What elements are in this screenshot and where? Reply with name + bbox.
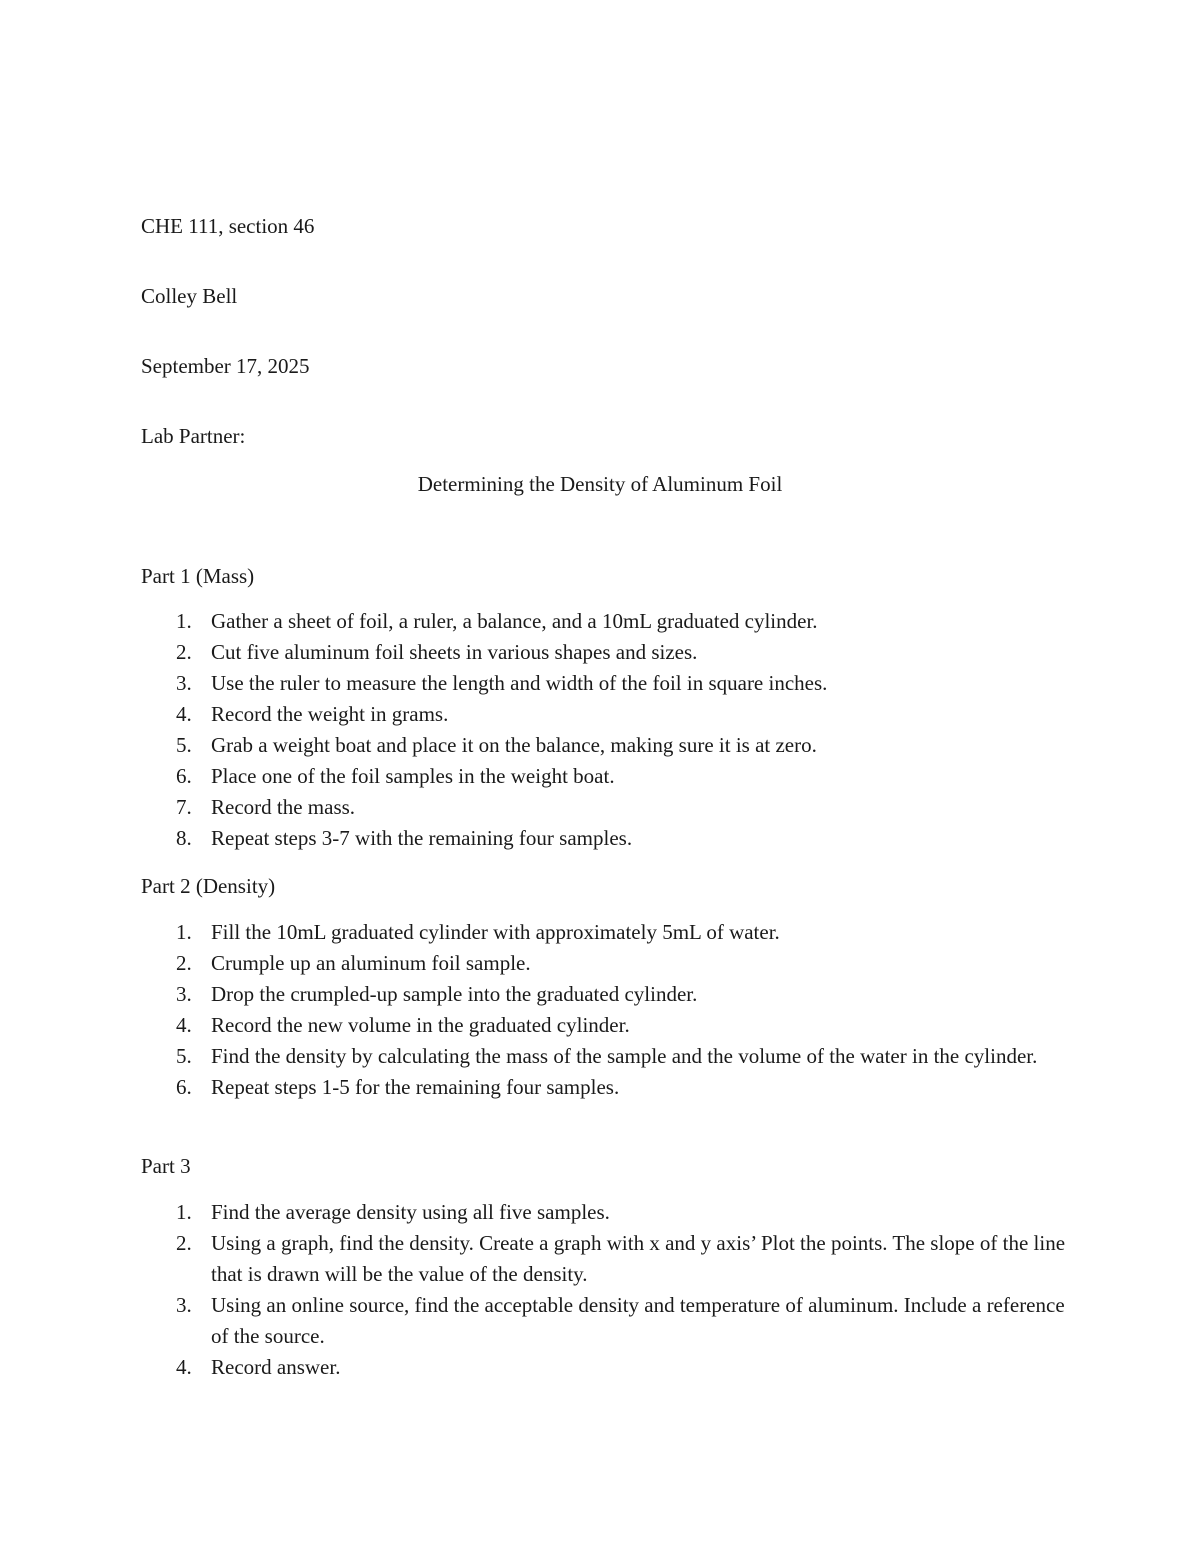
list-item <box>0 823 1200 854</box>
list-item <box>0 1290 1200 1352</box>
step-number: 6. <box>176 1075 192 1099</box>
step-text: Find the density by calculating the mass of the sample and the volume of the water in the cylinder. <box>211 1044 1038 1068</box>
step-text: Gather a sheet of foil, a ruler, a balance, and a 10mL graduated cylinder. <box>211 609 818 633</box>
list-item <box>0 1041 1200 1072</box>
part2-steps <box>0 917 1200 1103</box>
list-item <box>0 792 1200 823</box>
list-item <box>0 948 1200 979</box>
part3-heading: Part 3 <box>141 1154 191 1178</box>
list-item <box>0 1228 1200 1290</box>
step-number: 3. <box>176 671 192 695</box>
date-line: September 17, 2025 <box>141 354 310 378</box>
step-text: Using a graph, find the density. Create a graph with x and y axis’ Plot the points. The slope of the line that is drawn will be the value of the density. <box>211 1231 1066 1286</box>
step-number: 2. <box>176 951 192 975</box>
step-text: Cut five aluminum foil sheets in various shapes and sizes. <box>211 640 698 664</box>
step-number: 4. <box>176 702 192 726</box>
step-text: Record the new volume in the graduated cylinder. <box>211 1013 630 1037</box>
step-number: 2. <box>176 1231 192 1255</box>
part1-heading: Part 1 (Mass) <box>141 564 255 588</box>
course-line: CHE 111, section 46 <box>141 214 315 238</box>
step-text: Record the weight in grams. <box>211 702 449 726</box>
step-number: 1. <box>176 920 192 944</box>
document-title: Determining the Density of Aluminum Foil <box>417 472 783 496</box>
list-item <box>0 699 1200 730</box>
list-item <box>0 761 1200 792</box>
list-item <box>0 979 1200 1010</box>
part3-steps <box>0 1197 1200 1383</box>
step-text: Place one of the foil samples in the weight boat. <box>211 764 615 788</box>
step-number: 7. <box>176 795 192 819</box>
list-item <box>0 1197 1200 1228</box>
step-text: Grab a weight boat and place it on the balance, making sure it is at zero. <box>211 733 817 757</box>
step-text: Repeat steps 3-7 with the remaining four samples. <box>211 826 633 850</box>
step-number: 4. <box>176 1013 192 1037</box>
step-number: 1. <box>176 1200 192 1224</box>
step-number: 5. <box>176 1044 192 1068</box>
list-item <box>0 1352 1200 1383</box>
list-item <box>0 1072 1200 1103</box>
step-text: Using an online source, find the acceptable density and temperature of aluminum. Include a reference of the source. <box>211 1293 1065 1348</box>
step-number: 3. <box>176 982 192 1006</box>
step-number: 2. <box>176 640 192 664</box>
part1-steps <box>0 606 1200 854</box>
lab-partner-line: Lab Partner: <box>141 424 246 448</box>
step-text: Find the average density using all five samples. <box>211 1200 610 1224</box>
step-number: 3. <box>176 1293 192 1317</box>
student-name: Colley Bell <box>141 284 238 308</box>
step-number: 6. <box>176 764 192 788</box>
list-item <box>0 917 1200 948</box>
step-text: Repeat steps 1-5 for the remaining four samples. <box>211 1075 620 1099</box>
step-text: Use the ruler to measure the length and width of the foil in square inches. <box>211 671 828 695</box>
list-item <box>0 606 1200 637</box>
step-text: Drop the crumpled-up sample into the graduated cylinder. <box>211 982 698 1006</box>
step-number: 8. <box>176 826 192 850</box>
step-text: Record the mass. <box>211 795 356 819</box>
step-text: Record answer. <box>211 1355 341 1379</box>
list-item <box>0 1010 1200 1041</box>
part2-heading: Part 2 (Density) <box>141 874 276 898</box>
step-number: 1. <box>176 609 192 633</box>
step-number: 4. <box>176 1355 192 1379</box>
list-item <box>0 668 1200 699</box>
list-item <box>0 637 1200 668</box>
step-text: Crumple up an aluminum foil sample. <box>211 951 531 975</box>
list-item <box>0 730 1200 761</box>
step-number: 5. <box>176 733 192 757</box>
step-text: Fill the 10mL graduated cylinder with approximately 5mL of water. <box>211 920 780 944</box>
